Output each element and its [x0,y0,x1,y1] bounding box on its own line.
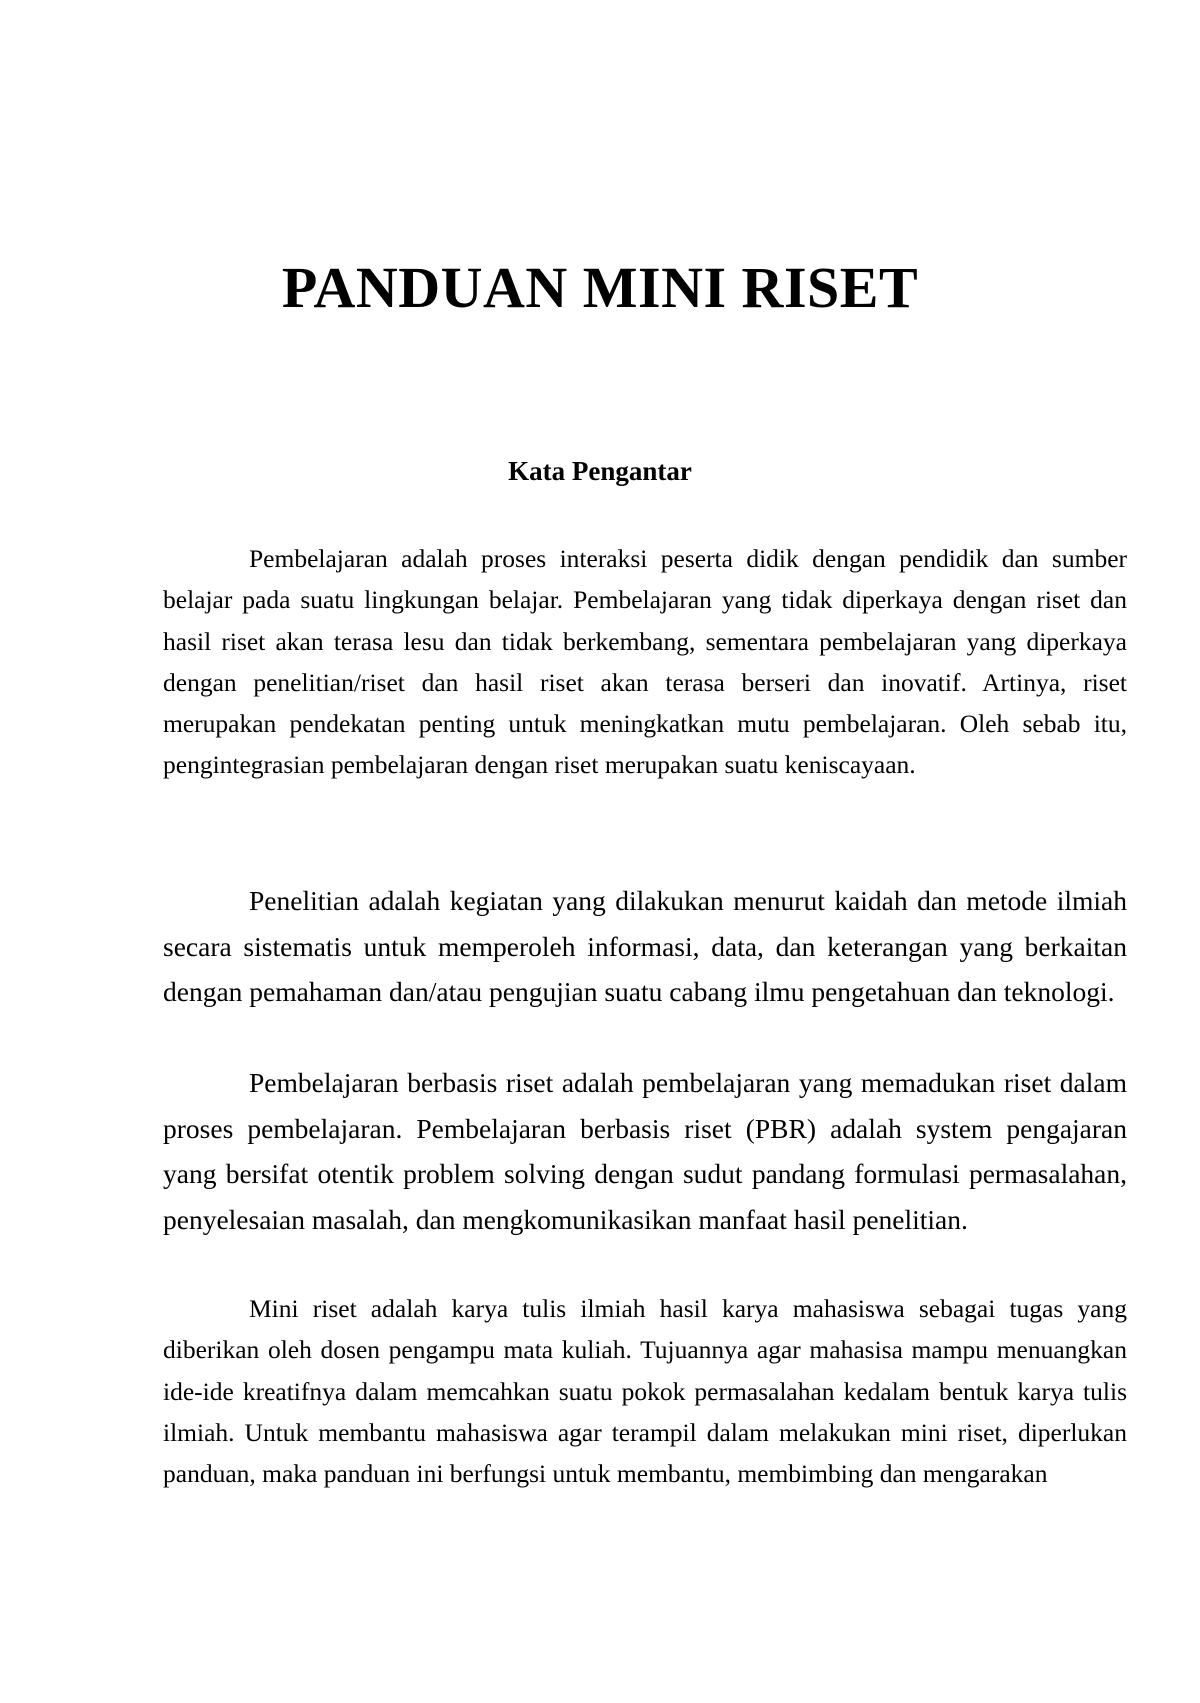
section-heading: Kata Pengantar [508,456,692,486]
paragraph: Pembelajaran berbasis riset adalah pembelajaran yang memadukan riset dalam proses pembelajaran. Pembelajaran berbasis riset (PBR) adalah system pengajaran yang bersifat otentik problem solving dengan sudut pandang formulasi permasalahan, penyelesaian masalah, dan mengkomunikasikan manfaat hasil penelitian. [163,1067,1127,1235]
paragraph: Pembelajaran adalah proses interaksi peserta didik dengan pendidik dan sumber belajar pada suatu lingkungan belajar. Pembelajaran yang tidak diperkaya dengan riset dan hasil riset akan terasa lesu dan tidak berkembang, sementara pembelajaran yang diperkaya dengan penelitian/riset dan hasil riset akan terasa berseri dan inovatif. Artinya, riset merupakan pendekatan penting untuk meningkatkan mutu pembelajaran. Oleh sebab itu, pengintegrasian pembelajaran dengan riset merupakan suatu keniscayaan. [163,544,1127,780]
document-title: PANDUAN MINI RISET [281,255,919,320]
paragraph: Penelitian adalah kegiatan yang dilakukan menurut kaidah dan metode ilmiah secara sistematis untuk memperoleh informasi, data, dan keterangan yang berkaitan dengan pemahaman dan/atau pengujian suatu cabang ilmu pengetahuan dan teknologi. [163,885,1127,1007]
paragraph: Mini riset adalah karya tulis ilmiah hasil karya mahasiswa sebagai tugas yang diberikan oleh dosen pengampu mata kuliah. Tujuannya agar mahasisa mampu menuangkan ide-ide kreatifnya dalam memcahkan suatu pokok permasalahan kedalam bentuk karya tulis ilmiah. Untuk membantu mahasiswa agar terampil dalam melakukan mini riset, diperlukan panduan, maka panduan ini berfungsi untuk membantu, membimbing dan mengarakan [163,1294,1127,1489]
